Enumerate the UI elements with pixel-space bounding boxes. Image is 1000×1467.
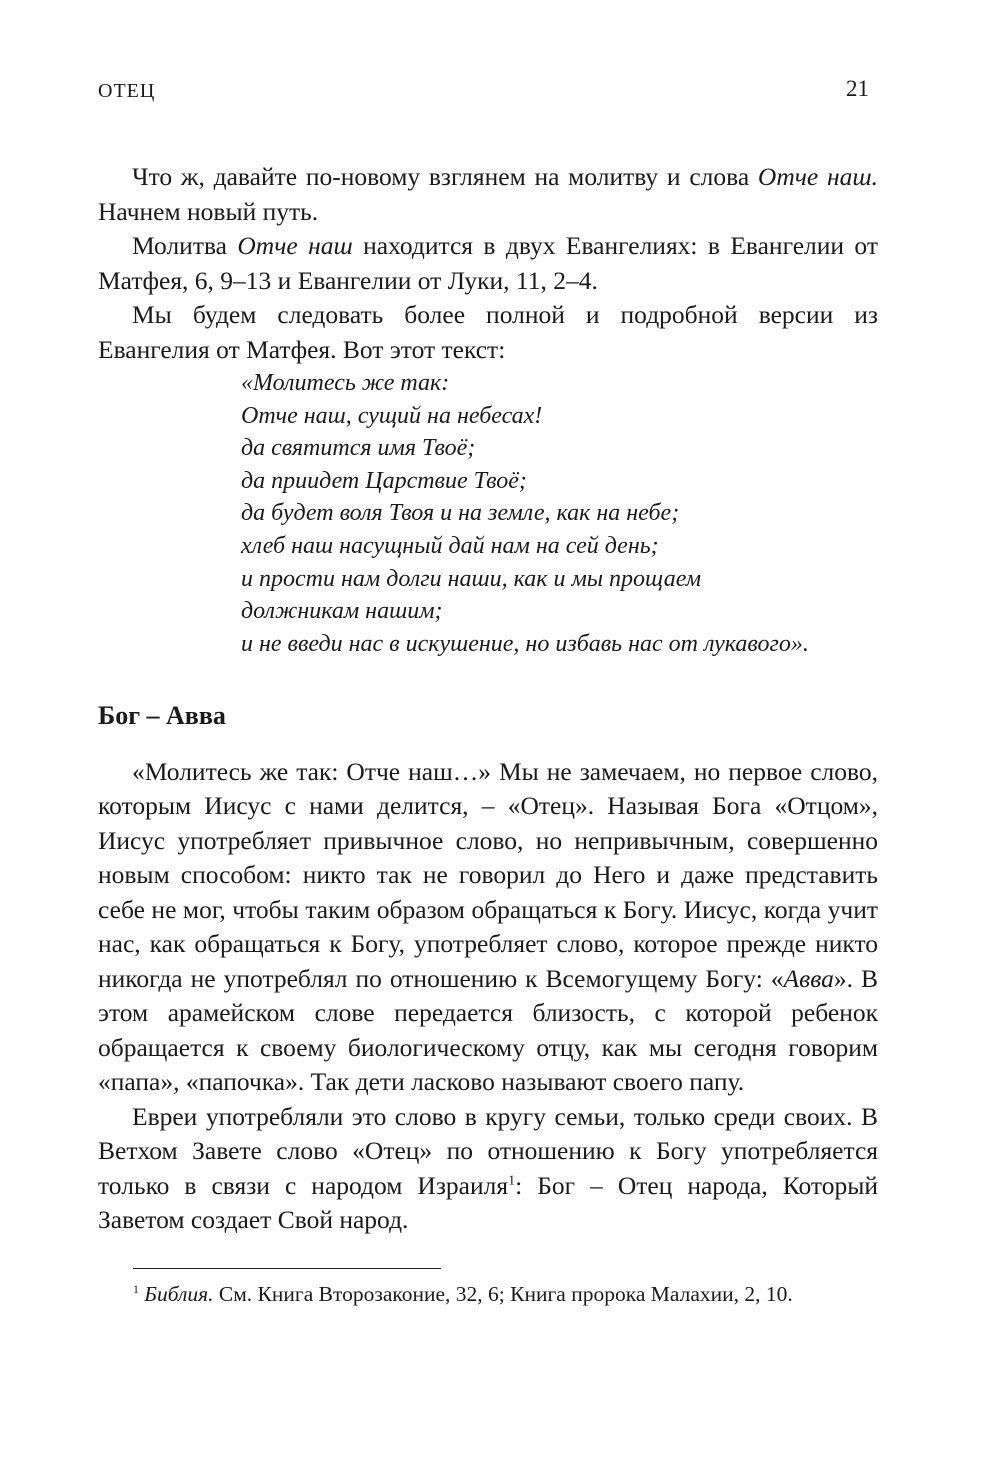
emphasis: Библия. (144, 1282, 214, 1306)
verse-line: и прости нам долги наши, как и мы прощаем (241, 565, 702, 592)
footnote: $^1$ Библия. См. Книга Второзаконие, 32, 6; Книга пророка Малахии, 2, 10. (133, 1281, 793, 1306)
page-number: 21 (846, 76, 869, 101)
paragraph: Молитва Отче наш находится в двух Евангелиях: в Евангелии от Матфея, 6, 9–13 и Евангелии от Луки, 11, 2–4. (98, 231, 878, 295)
emphasis: Отче наш (237, 231, 353, 260)
running-head: ОТЕЦ (98, 80, 156, 102)
prayer-quote (241, 367, 878, 660)
verse-line: Отче наш, сущий на небесах! (241, 402, 543, 429)
section-title: Бог – Авва (98, 701, 226, 731)
paragraph: Что ж, давайте по-новому взглянем на молитву и слова Отче наш. Начнем новый путь. (98, 162, 879, 226)
verse-line: да святится имя Твоё; (241, 435, 476, 462)
paragraph: Евреи употребляли это слово в кругу семьи, только среди своих. В Ветхом Завете слово «Отец» по отношению к Богу употребляется только в связи с народом Израиля$^1$: Бог – Отец народа, Который Заветом создает Свой народ. (98, 1101, 878, 1235)
footnote-marker: 1 (133, 1281, 139, 1296)
verse-line: должникам нашим; (241, 598, 443, 625)
emphasis: Отче наш. (757, 162, 879, 191)
verse-line: да приидет Царствие Твоё; (241, 467, 527, 494)
verse-line: хлеб наш насущный дай нам на сей день; (241, 532, 659, 559)
footnote-ref[interactable]: 1 (508, 1173, 516, 1189)
emphasis: Авва (783, 963, 834, 993)
paragraph: Мы будем следовать более полной и подробной версии из Евангелия от Матфея. Вот этот текст: (98, 300, 878, 364)
footnote-divider (133, 1268, 441, 1269)
verse-line: «Молитесь же так: (241, 370, 450, 396)
body-text (98, 160, 878, 1238)
verse-line: да будет воля Твоя и на земле, как на небе; (241, 500, 680, 527)
paragraph: «Молитесь же так: Отче наш…» Мы не замечаем, но первое слово, которым Иисус с нами делится, – «Отец». Называя Бога «Отцом», Иисус употребляет привычное слово, но непривычным, совершенно новым способом: никто так не говорил до Него и даже представить себе не мог, чтобы таким образом обращаться к Богу. Иисус, когда учит нас, как обращаться к Богу, употребляет слово, которое прежде никто никогда не употреблял по отношению к Всемогущему Богу: «Авва». В этом арамейском слове передается близость, с которой ребенок обращается к своему биологическому отцу, как мы сегодня говорим «папа», «папочка». Так дети ласково называют своего папу. (98, 756, 878, 1097)
verse-line: и не введи нас в искушение, но избавь нас от лукавого». (241, 630, 809, 657)
